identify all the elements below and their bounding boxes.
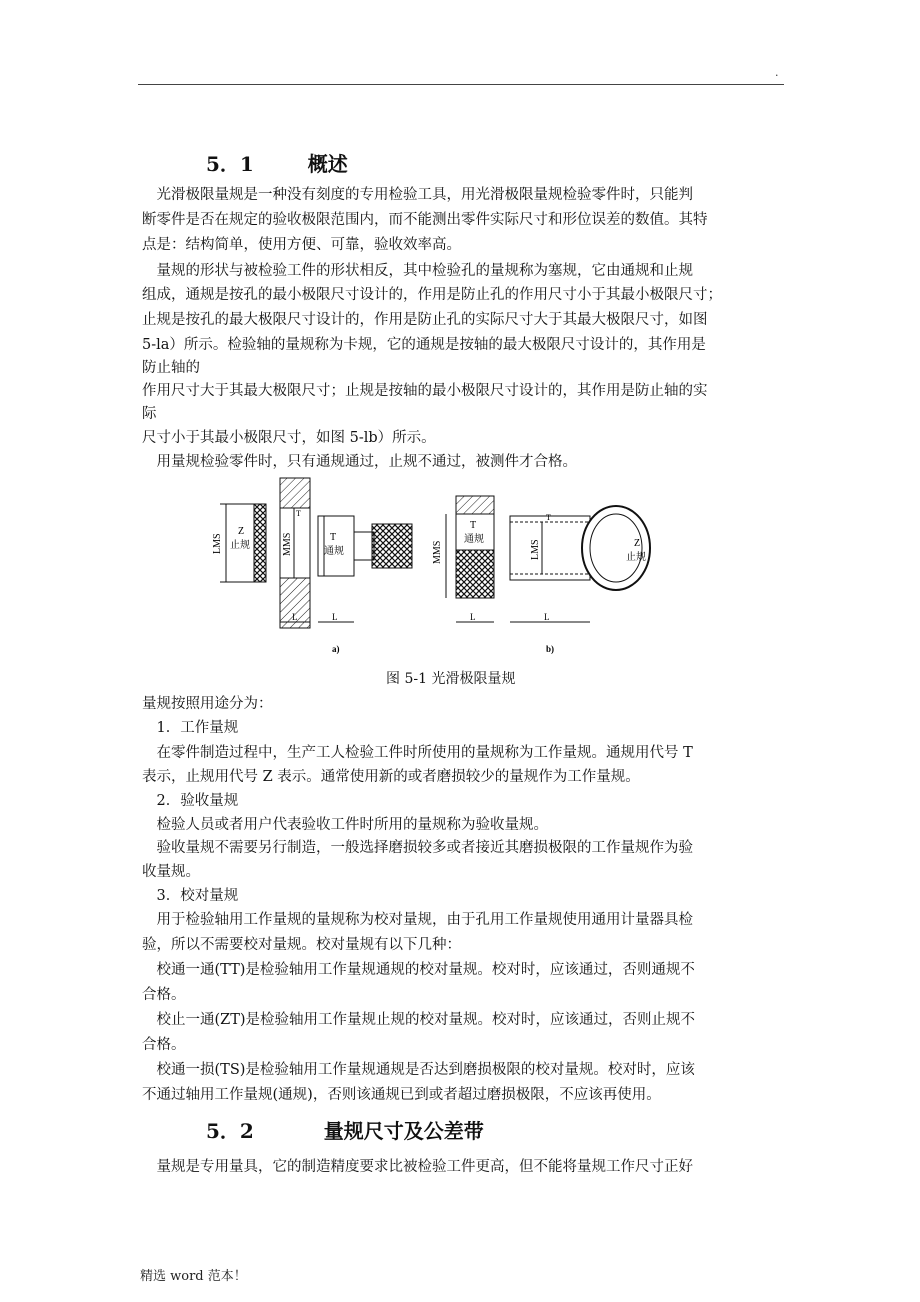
- label-a: a): [332, 644, 340, 654]
- stop-plug-knurl: [254, 504, 266, 582]
- text-line: 量规是专用量具，它的制造精度要求比被检验工件更高，但不能将量规工作尺寸正好: [142, 1159, 693, 1175]
- text-line: 尺寸小于其最小极限尺寸，如图 5-lb）所示。: [142, 430, 436, 446]
- section-title: 量规尺寸及公差带: [323, 1119, 484, 1143]
- text-line: 用于检验轴用工作量规的量规称为校对量规，由于孔用工作量规使用通用计量器具检: [142, 912, 693, 928]
- shaft-body: [510, 516, 590, 580]
- text-line: 组成，通规是按孔的最小极限尺寸设计的，作用是防止孔的作用尺寸小于其最小极限尺寸；: [142, 287, 722, 303]
- label-l-b2: L: [544, 612, 550, 622]
- section-number: 5．2: [206, 1119, 254, 1143]
- label-go-a: 通规: [324, 546, 344, 557]
- text-line: 在零件制造过程中，生产工人检验工件时所使用的量规称为工作量规。通规用代号 T: [142, 745, 693, 761]
- text-line: 5-la）所示。检验轴的量规称为卡规，它的通规是按轴的最大极限尺寸设计的，其作用是: [142, 337, 706, 353]
- label-t-a: T: [330, 532, 337, 543]
- label-l-b1: L: [470, 612, 476, 622]
- text-line: 检验人员或者用户代表验收工件时所用的量规称为验收量规。: [142, 817, 548, 833]
- text-line: 校通一通(TT)是检验轴用工作量规通规的校对量规。校对时，应该通过，否则通规不: [142, 962, 695, 978]
- text-line: 验收量规不需要另行制造，一般选择磨损较多或者接近其磨损极限的工作量规作为验: [142, 840, 693, 856]
- section-number: 5．1: [206, 152, 254, 176]
- label-stop-b: 止规: [626, 552, 646, 563]
- workpiece-wall-top: [280, 478, 310, 508]
- label-stop-a: 止规: [230, 540, 250, 551]
- text-line: 点是：结构简单，使用方便、可靠，验收效率高。: [142, 237, 461, 253]
- ring-knurl: [456, 550, 494, 598]
- label-l-a2: L: [332, 612, 338, 622]
- header-mark: .: [775, 66, 779, 79]
- label-mms-a: MMS: [282, 532, 293, 556]
- text-line: 断零件是否在规定的验收极限范围内，而不能测出零件实际尺寸和形位误差的数值。其特: [142, 212, 708, 228]
- label-z-b: Z: [634, 538, 641, 549]
- text-line: 止规是按孔的最大极限尺寸设计的，作用是防止孔的实际尺寸大于其最大极限尺寸，如图: [142, 312, 708, 328]
- section-title: 概述: [307, 152, 348, 176]
- text-line: 表示，止规用代号 Z 表示。通常使用新的或者磨损较少的量规作为工作量规。: [142, 769, 640, 785]
- header-rule: [138, 84, 784, 85]
- section-heading-5-1: [206, 148, 348, 177]
- subheading: 2．验收量规: [142, 793, 239, 809]
- text-line: 量规的形状与被检验工件的形状相反，其中检验孔的量规称为塞规，它由通规和止规: [142, 263, 693, 279]
- text-line: 际: [142, 406, 157, 422]
- label-lms-a: LMS: [212, 533, 223, 554]
- label-mms-b: MMS: [432, 540, 443, 564]
- go-plug-handle: [372, 524, 412, 568]
- text-line: 验，所以不需要校对量规。校对量规有以下几种：: [142, 937, 461, 953]
- text-line: 收量规。: [142, 864, 200, 880]
- text-line: 合格。: [142, 987, 186, 1003]
- text-line: 合格。: [142, 1037, 186, 1053]
- label-go-b: 通规: [464, 534, 484, 545]
- label-l-a1: L: [292, 612, 298, 622]
- text-line: 不通过轴用工作量规(通规)，否则该通规已到或者超过磨损极限，不应该再使用。: [142, 1087, 661, 1103]
- text-line: 校通一损(TS)是检验轴用工作量规通规是否达到磨损极限的校对量规。校对时，应该: [142, 1062, 695, 1078]
- subheading: 1．工作量规: [142, 720, 239, 736]
- text-line: 校止一通(ZT)是检验轴用工作量规止规的校对量规。校对时，应该通过，否则止规不: [142, 1012, 696, 1028]
- text-line: 防止轴的: [142, 360, 200, 376]
- label-z-a: Z: [238, 526, 245, 537]
- label-t-b: T: [470, 520, 477, 531]
- label-b: b): [546, 644, 555, 654]
- text-line: 量规按照用途分为：: [142, 696, 273, 712]
- label-td-a: T: [296, 509, 301, 518]
- gauge-figure: [206, 474, 666, 659]
- figure-caption: 图 5-1 光滑极限量规: [386, 671, 516, 687]
- section-heading-5-2: [206, 1115, 484, 1144]
- footer-text: 精选 word 范本！: [140, 1269, 247, 1284]
- subheading: 3．校对量规: [142, 888, 239, 904]
- text-line: 光滑极限量规是一种没有刻度的专用检验工具，用光滑极限量规检验零件时，只能判: [142, 187, 693, 203]
- label-lms-b: LMS: [530, 539, 541, 560]
- text-line: 作用尺寸大于其最大极限尺寸；止规是按轴的最小极限尺寸设计的，其作用是防止轴的实: [142, 383, 708, 399]
- text-line: 用量规检验零件时，只有通规通过，止规不通过，被测件才合格。: [142, 454, 577, 470]
- label-td-b: T: [546, 513, 551, 522]
